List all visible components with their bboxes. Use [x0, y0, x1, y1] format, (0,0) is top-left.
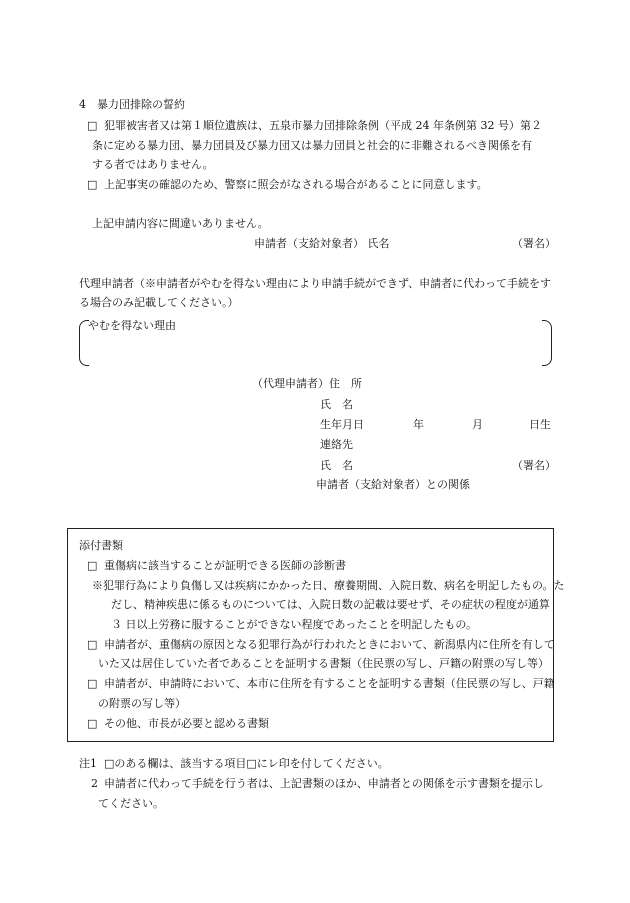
checkbox-attachment-4[interactable]: □: [87, 717, 98, 730]
attachment-1-note-line-2: だし、精神疾患に係るものについては、入院日数の記載は要せず、その症状の程度が通算: [111, 598, 550, 611]
pledge-1-line-2: 条に定める暴力団、暴力団員及び暴力団又は暴力団員と社会的に非難されるべき関係を有: [92, 139, 532, 152]
proxy-intro-line-2: る場合のみ記載してください。）: [79, 296, 239, 309]
reason-bracket-right: [542, 320, 552, 366]
attachment-1-text: 重傷病に該当することが証明できる医師の診断書: [104, 559, 346, 572]
proxy-dob-year: 年: [413, 418, 424, 431]
attachment-4-text: その他、市長が必要と認める書類: [104, 717, 269, 730]
pledge-1-line-1: 犯罪被害者又は第１順位遺族は、五泉市暴力団排除条例（平成 24 年条例第 32 号）第２: [104, 119, 542, 132]
proxy-signature-mark: （署名）: [512, 459, 556, 472]
checkbox-pledge-2[interactable]: □: [87, 178, 98, 191]
attachment-3-line-2: の附票の写し等）: [98, 697, 186, 710]
proxy-contact-label: 連絡先: [320, 438, 353, 451]
attachment-2-line-1: 申請者が、重傷病の原因となる犯罪行為が行われたときにおいて、新潟県内に住所を有して: [104, 638, 555, 651]
applicant-signature-mark: （署名）: [512, 237, 556, 250]
proxy-name-label-2: 氏 名: [320, 459, 353, 472]
attachments-title: 添付書類: [79, 539, 123, 552]
applicant-name-label: 申請者（支給対象者） 氏名: [254, 237, 390, 250]
pledge-2-text: 上記事実の確認のため、警察に照会がなされる場合があることに同意します。: [104, 178, 488, 191]
proxy-name-label: 氏 名: [320, 398, 353, 411]
note-2-label: 2: [91, 777, 98, 790]
attachment-1-note-line-1: ※犯罪行為により負傷し又は疾病にかかった日、療養期間、入院日数、病名を明記したもの。た: [92, 579, 565, 592]
note-2-line-2: てください。: [98, 797, 164, 810]
attachment-2-line-2: いた又は居住していた者であることを証明する書類（住民票の写し、戸籍の附票の写し等）: [98, 657, 549, 670]
note-1-label: 注1: [79, 757, 97, 770]
checkbox-attachment-1[interactable]: □: [87, 559, 98, 572]
attachment-1-note-line-3: ３ 日以上労務に服することができない程度であったことを明記したもの。: [111, 618, 477, 631]
proxy-relation-label: 申請者（支給対象者）との関係: [316, 478, 470, 491]
proxy-dob-month: 月: [472, 418, 483, 431]
checkbox-pledge-1[interactable]: □: [87, 119, 98, 132]
proxy-intro-line-1: 代理申請者（※申請者がやむを得ない理由により申請手続ができず、申請者に代わって手続をす: [79, 277, 552, 290]
checkbox-attachment-3[interactable]: □: [87, 677, 98, 690]
proxy-dob-label: 生年月日: [320, 418, 364, 431]
attachment-3-line-1: 申請者が、申請時において、本市に住所を有することを証明する書類（住民票の写し、戸籍: [104, 677, 555, 690]
note-1-text: □のある欄は、該当する項目□にレ印を付してください。: [104, 757, 389, 770]
declaration-statement: 上記申請内容に間違いありません。: [92, 217, 269, 230]
reason-label: やむを得ない理由: [88, 319, 176, 332]
note-2-line-1: 申請者に代わって手続を行う者は、上記書類のほか、申請者との関係を示す書類を提示し: [104, 777, 544, 790]
proxy-dob-day: 日生: [529, 418, 551, 431]
section-heading: 4 暴力団排除の誓約: [79, 98, 185, 111]
proxy-address-label: （代理申請者）住 所: [252, 377, 362, 390]
checkbox-attachment-2[interactable]: □: [87, 638, 98, 651]
pledge-1-line-3: する者ではありません。: [92, 158, 214, 171]
